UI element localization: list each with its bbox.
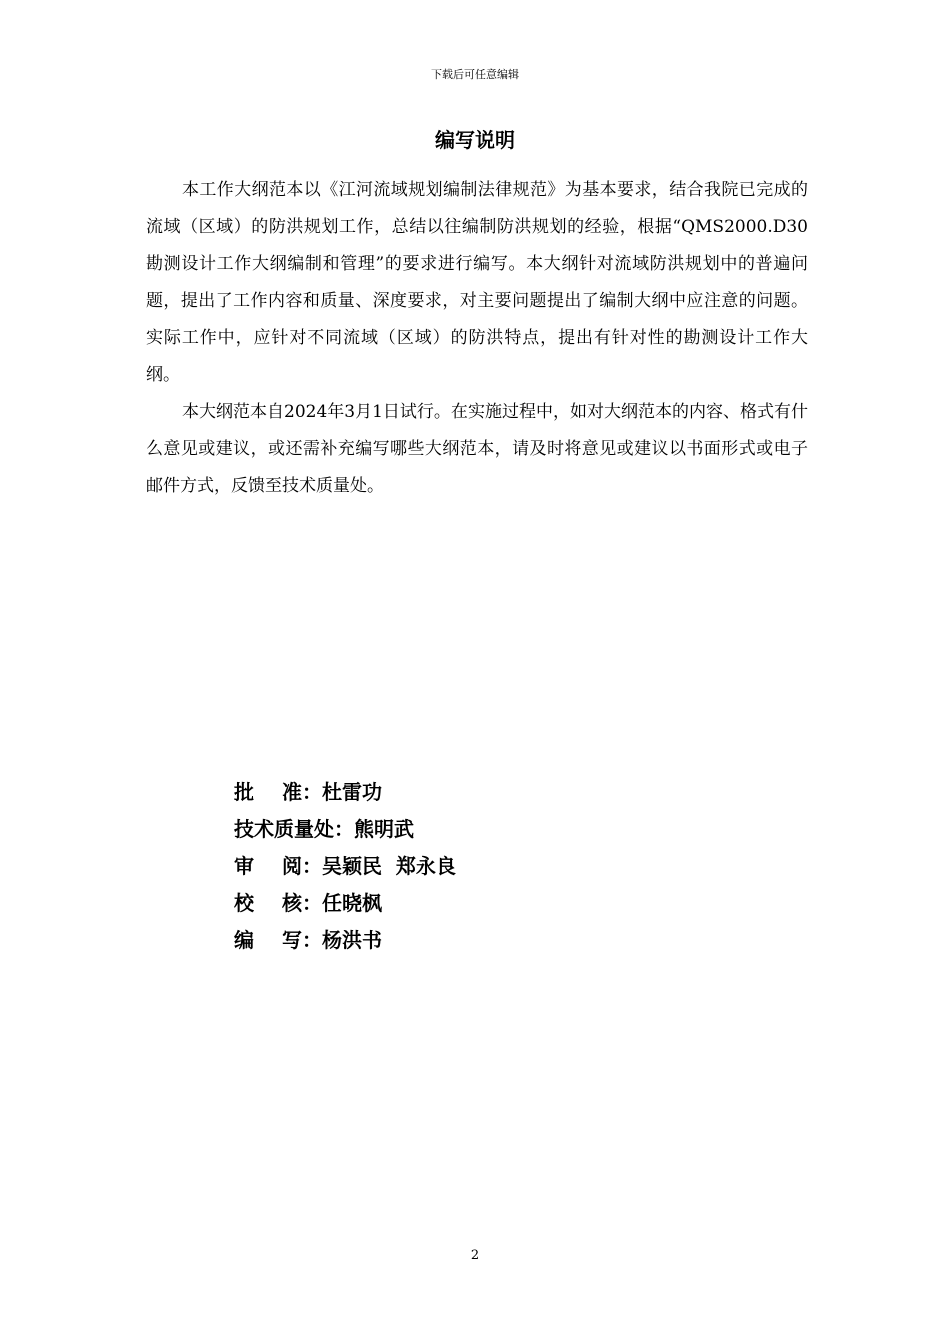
signoff-review bbox=[234, 848, 634, 885]
signoff-review-label-b: 阅： bbox=[282, 854, 322, 878]
signoff-block bbox=[234, 774, 634, 959]
signoff-check-label-b: 核： bbox=[282, 891, 322, 915]
signoff-quality-name: 熊明武 bbox=[354, 817, 414, 841]
signoff-check bbox=[234, 885, 634, 922]
document-title: 编写说明 bbox=[435, 128, 515, 152]
signoff-approve bbox=[234, 774, 634, 811]
signoff-check-name: 任晓枫 bbox=[322, 891, 382, 915]
signoff-check-label-a: 校 bbox=[234, 891, 254, 915]
signoff-quality-label: 技术质量处： bbox=[234, 817, 354, 841]
signoff-review-label-a: 审 bbox=[234, 854, 254, 878]
body-text bbox=[146, 172, 808, 505]
paragraph-1: 本工作大纲范本以《江河流域规划编制法律规范》为基本要求，结合我院已完成的流域（区域）的防洪规划工作，总结以往编制防洪规划的经验，根据“QMS2000.D30勘测设计工作大纲编制和管理”的要求进行编写。本大纲针对流域防洪规划中的普遍问题，提出了工作内容和质量、深度要求，对主要问题提出了编制大纲中应注意的问题。实际工作中，应针对不同流域（区域）的防洪特点，提出有针对性的勘测设计工作大纲。 bbox=[146, 180, 808, 385]
signoff-write bbox=[234, 922, 634, 959]
page-header: 下载后可任意编辑 bbox=[431, 68, 519, 81]
signoff-write-label-a: 编 bbox=[234, 928, 254, 952]
signoff-approve-label-a: 批 bbox=[234, 780, 254, 804]
signoff-approve-label-b: 准： bbox=[282, 780, 322, 804]
signoff-approve-name: 杜雷功 bbox=[322, 780, 382, 804]
signoff-review-name: 吴颖民 郑永良 bbox=[322, 854, 456, 878]
signoff-write-name: 杨洪书 bbox=[322, 928, 382, 952]
paragraph-2: 本大纲范本自2024年3月1日试行。在实施过程中，如对大纲范本的内容、格式有什么意见或建议，或还需补充编写哪些大纲范本，请及时将意见或建议以书面形式或电子邮件方式，反馈至技术质量处。 bbox=[146, 402, 808, 496]
page-number: 2 bbox=[470, 1248, 480, 1263]
signoff-write-label-b: 写： bbox=[282, 928, 322, 952]
signoff-quality bbox=[234, 811, 634, 848]
